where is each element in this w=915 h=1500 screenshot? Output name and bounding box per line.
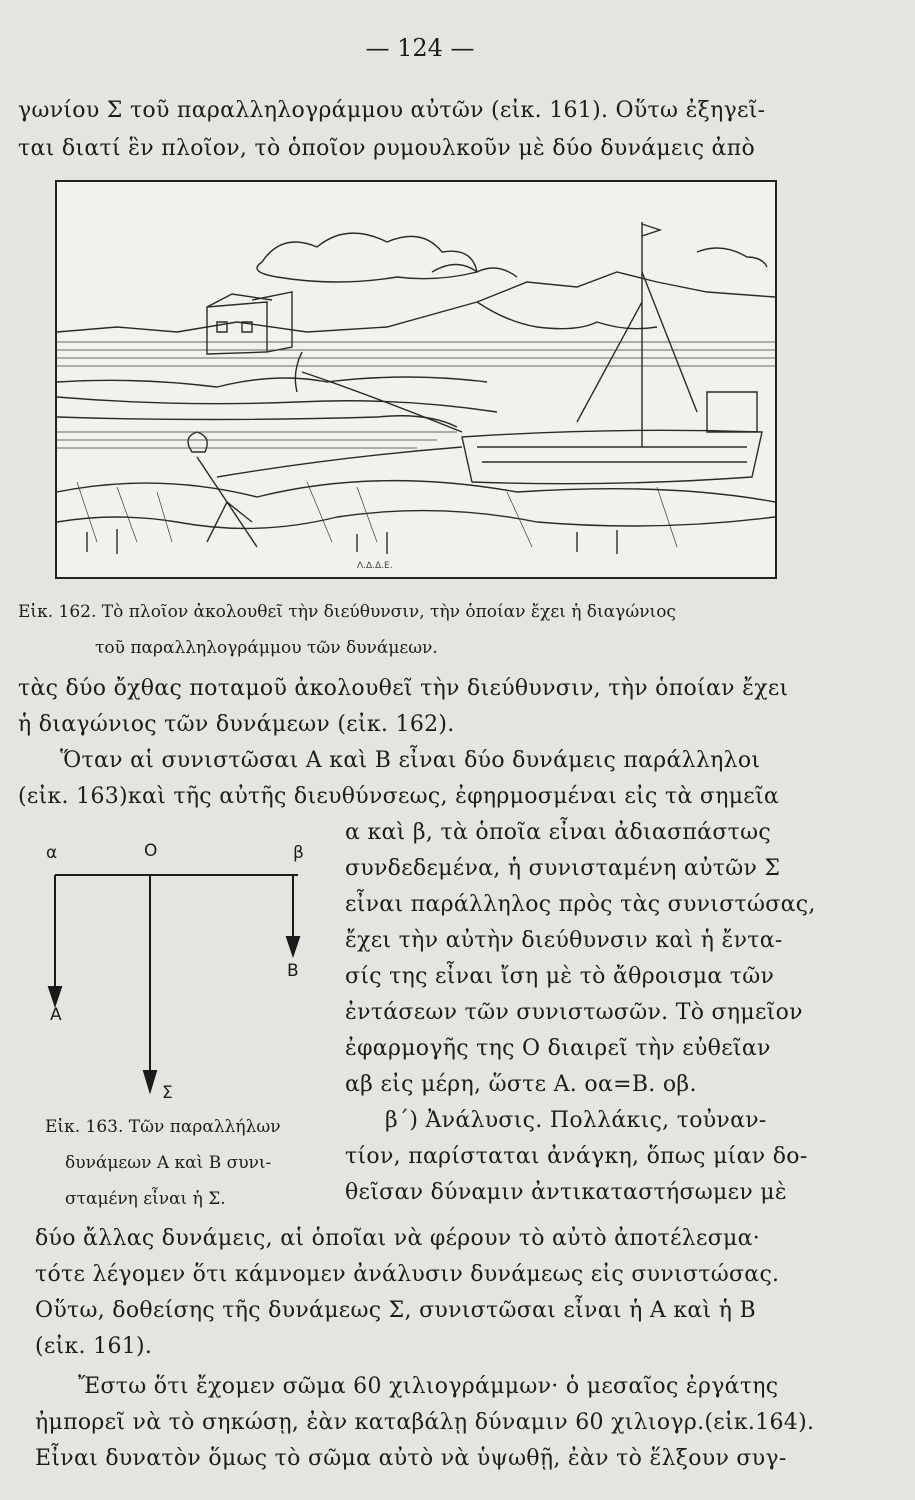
- text-line: ἠμπορεῖ νὰ τὸ σηκώσῃ, ἐὰν καταβάλῃ δύναμιν 60 χιλιογρ.(εἰκ.164).: [35, 1410, 815, 1435]
- figure-162-caption-line: Εἰκ. 162. Τὸ πλοῖον ἀκολουθεῖ τὴν διεύθυνσιν, τὴν ὁποίαν ἔχει ἡ διαγώνιος: [18, 602, 676, 622]
- text-line: συνδεδεμένα, ἡ συνισταμένη αὐτῶν Σ: [345, 856, 781, 881]
- page-number: — 124 —: [365, 34, 475, 62]
- text-line: γωνίου Σ τοῦ παραλληλογράμμου αὐτῶν (εἰκ. 161). Οὕτω ἐξηγεῖ-: [18, 98, 766, 123]
- figure-162-illustration: [55, 180, 777, 579]
- text-line: Ὅταν αἱ συνιστῶσαι Α καὶ Β εἶναι δύο δυνάμεις παράλληλοι: [60, 748, 761, 773]
- figure-163-caption-line: σταμένη εἶναι ἡ Σ.: [65, 1189, 226, 1209]
- text-line: δύο ἄλλας δυνάμεις, αἱ ὁποῖαι νὰ φέρουν τὸ αὐτὸ ἀποτέλεσμα·: [35, 1226, 761, 1251]
- picture-stamp: Λ.Δ.Δ.Ε.: [357, 561, 393, 571]
- figure-162-caption-line: τοῦ παραλληλογράμμου τῶν δυνάμεων.: [95, 638, 438, 658]
- text-line: Ἔστω ὅτι ἔχομεν σῶμα 60 χιλιογράμμων· ὁ μεσαῖος ἐργάτης: [78, 1374, 779, 1399]
- label-resultant: Σ: [162, 1083, 173, 1103]
- resultant-arrowhead: [144, 1071, 156, 1091]
- text-line: θεῖσαν δύναμιν ἀντικαταστήσωμεν μὲ: [345, 1180, 788, 1205]
- label-force-a: Α: [50, 1005, 62, 1025]
- figure-163-caption-line: Εἰκ. 163. Τῶν παραλλήλων: [45, 1117, 281, 1137]
- label-alpha: α: [46, 843, 58, 863]
- text-line: ἐντάσεων τῶν συνιστωσῶν. Τὸ σημεῖον: [345, 1000, 803, 1025]
- label-beta: β: [293, 843, 304, 863]
- boat-towing-engraving: [57, 182, 775, 577]
- text-line: εἶναι παράλληλος πρὸς τὰς συνιστώσας,: [345, 892, 816, 917]
- text-line: σίς της εἶναι ἴση μὲ τὸ ἄθροισμα τῶν: [345, 964, 775, 989]
- text-line: Εἶναι δυνατὸν ὅμως τὸ σῶμα αὐτὸ νὰ ὑψωθῇ, ἐὰν τὸ ἕλξουν συγ-: [35, 1446, 787, 1471]
- text-line: τίον, παρίσταται ἀνάγκη, ὅπως μίαν δο-: [345, 1144, 808, 1169]
- text-line: β΄) Ἀνάλυσις. Πολλάκις, τοὐναν-: [385, 1108, 767, 1133]
- text-line: ἐφαρμογῆς της Ο διαιρεῖ τὴν εὐθεῖαν: [345, 1036, 771, 1061]
- text-line: τὰς δύο ὄχθας ποταμοῦ ἀκολουθεῖ τὴν διεύθυνσιν, τὴν ὁποίαν ἔχει: [18, 676, 789, 701]
- figure-163-caption-line: δυνάμεων Α καὶ Β συνι-: [65, 1153, 272, 1173]
- text-line: αβ εἰς μέρη, ὥστε Α. οα=Β. οβ.: [345, 1072, 697, 1097]
- text-line: ἔχει τὴν αὐτὴν διεύθυνσιν καὶ ἡ ἔντα-: [345, 928, 783, 953]
- text-line: α καὶ β, τὰ ὁποῖα εἶναι ἀδιασπάστως: [345, 820, 771, 845]
- figure-163-diagram: [40, 835, 340, 1110]
- label-force-b: Β: [287, 961, 299, 981]
- text-line: (εἰκ. 161).: [35, 1334, 153, 1359]
- text-line: ἡ διαγώνιος τῶν δυνάμεων (εἰκ. 162).: [18, 712, 455, 737]
- text-line: (εἰκ. 163)καὶ τῆς αὐτῆς διευθύνσεως, ἐφηρμοσμέναι εἰς τὰ σημεῖα: [18, 784, 780, 809]
- text-line: ται διατί ἓν πλοῖον, τὸ ὁποῖον ρυμουλκοῦν μὲ δύο δυνάμεις ἀπὸ: [18, 136, 756, 161]
- text-line: τότε λέγομεν ὅτι κάμνομεν ἀνάλυσιν δυνάμεως εἰς συνιστώσας.: [35, 1262, 780, 1287]
- force-b-arrowhead: [287, 937, 299, 955]
- text-line: Οὕτω, δοθείσης τῆς δυνάμεως Σ, συνιστῶσαι εἶναι ἡ Α καὶ ἡ Β: [35, 1298, 756, 1323]
- label-omicron: Ο: [144, 841, 158, 861]
- force-a-arrowhead: [49, 987, 61, 1005]
